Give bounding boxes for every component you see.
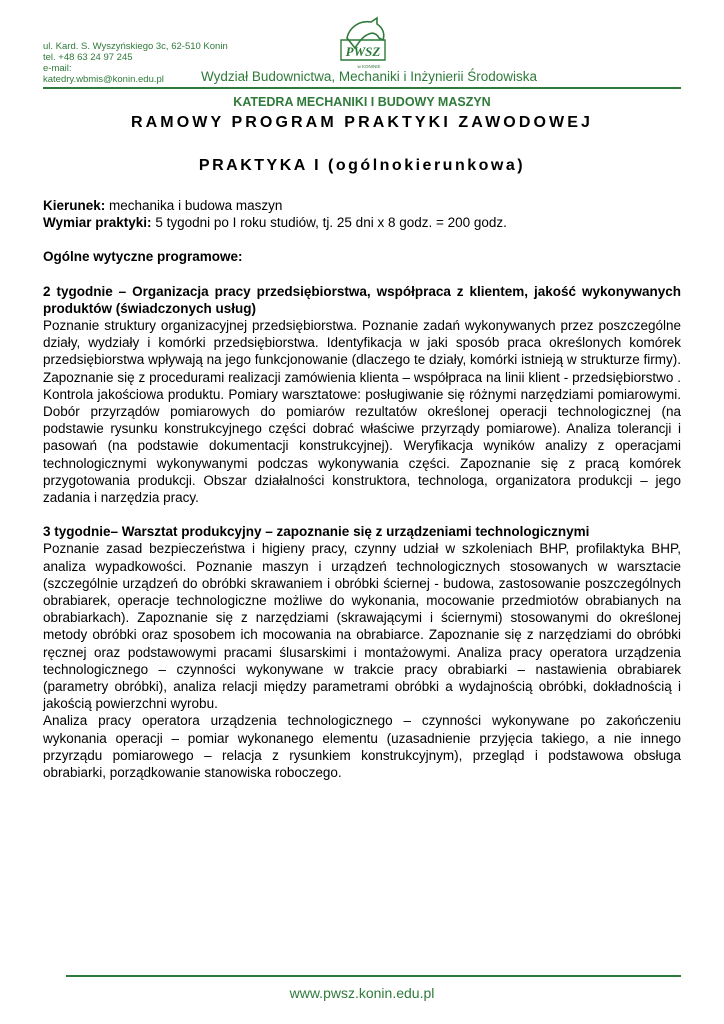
section-2-body-continued: Analiza pracy operatora urządzenia technologicznego – czynności wykonywane po zakończeniu wykonania operacji – pomiar wykonanego elementu (uzasadnienie przyjęcia takiego, a nie innego przyrządu pomiarowego – relacja z rysunkiem konstrukcyjnym), przegląd i podstawowa obsługa obrabiarki, porządkowanie stanowiska roboczego. [43,713,681,781]
section-2-body: Poznanie zasad bezpieczeństwa i higieny pracy, czynny udział w szkoleniach BHP, profilaktyka BHP, analiza wypadkowości. Poznanie maszyn i urządzeń technologicznych stosowanych w warsztacie (szczególnie urządzeń do obróbki skrawaniem i obróbki ściernej - budowa, zastosowanie poszczególnych obrabiarek, operacje technologiczne możliwe do wykonania, mocowanie przedmiotów obrabianych na obrabiarkach). Zapoznanie się z narzędziami (skrawającymi i ściernymi) stosowanymi do określonej metody obróbki oraz sposobem ich mocowania na obrabiarce. Zapoznanie się z narzędziami do obróbki ręcznej oraz podstawowymi pracami ślusarskimi i montażowymi. Analiza pracy operatora urządzenia technologicznego – czynności wykonywane w trakcie pracy obrabiarki – nastawienia obrabiarek (parametry obróbki), analiza relacji między parametrami obróbki a wydajnością obróbki, dokładnością i jakością powierzchni wyrobu. [43,541,681,712]
section-1-heading: 2 tygodnie – Organizacja pracy przedsiębiorstwa, współpraca z klientem, jakość wykonywanych produktów (świadczonych usług) [43,283,681,316]
document-subtitle: PRAKTYKA I (ogólnokierunkowa) [198,157,526,174]
logo-subtext: w KONINIE [357,64,381,69]
field-of-study [43,197,681,214]
scope-value: 5 tygodni po I roku studiów, tj. 25 dni x 8 godz. = 200 godz. [151,215,507,231]
field-label: Kierunek: [43,198,106,213]
faculty-name: Wydział Budownictwa, Mechaniki i Inżynierii Środowiska [201,69,538,84]
header-divider [43,87,681,89]
department-name: KATEDRA MECHANIKI I BUDOWY MASZYN [233,95,491,109]
guidelines-heading: Ogólne wytyczne programowe: [43,249,243,265]
pwsz-logo [333,16,393,72]
internship-scope [43,214,681,231]
phone: tel. +48 63 24 97 245 [43,52,133,63]
address: ul. Kard. S. Wyszyńskiego 3c, 62-510 Konin [43,41,228,52]
footer-divider [66,975,681,977]
email-label: e-mail: [43,63,72,74]
field-value: mechanika i budowa maszyn [105,198,283,213]
section-1-body: Poznanie struktury organizacyjnej przedsiębiorstwa. Poznanie zadań wykonywanych przez poszczególne działy, wydziały i komórki przedsiębiorstwa. Identyfikacja w jaki sposób praca określonych komórek przedsiębiorstwa wpływają na jego funkcjonowanie (dlaczego te działy, komórki istnieją w strukturze firmy). Zapoznanie się z procedurami realizacji zamówienia klienta – współpraca na linii klient - przedsiębiorstwo . Kontrola jakościowa produktu. Pomiary warsztatowe: posługiwanie się różnymi narzędziami pomiarowymi. Dobór przyrządów pomiarowych do pomiarów rezultatów określonej operacji technologicznej (na podstawie rysunku konstrukcyjnego części dobrać właściwe przyrządy pomiarowe). Analiza tolerancji i pasowań (na podstawie dokumentacji konstrukcyjnej). Weryfikacja wyników analizy z operacjami technologicznymi wykonywanymi podczas wykonywania części. Zapoznanie się z pracą komórek przygotowania produkcji. Obszar działalności konstruktora, technologa, organizatora produkcji – jego zadania i narzędzia pracy. [43,318,681,506]
document-body [43,197,681,781]
document-title: RAMOWY PROGRAM PRAKTYKI ZAWODOWEJ [130,114,593,131]
logo-text: PWSZ [345,44,381,59]
email-link[interactable]: katedry.wbmis@konin.edu.pl [43,74,164,85]
scope-label: Wymiar praktyki: [43,215,152,231]
section-2-heading: 3 tygodnie– Warsztat produkcyjny – zapoznanie się z urządzeniami technologicznymi [43,524,590,540]
footer-website-link[interactable]: www.pwsz.konin.edu.pl [289,985,435,1001]
